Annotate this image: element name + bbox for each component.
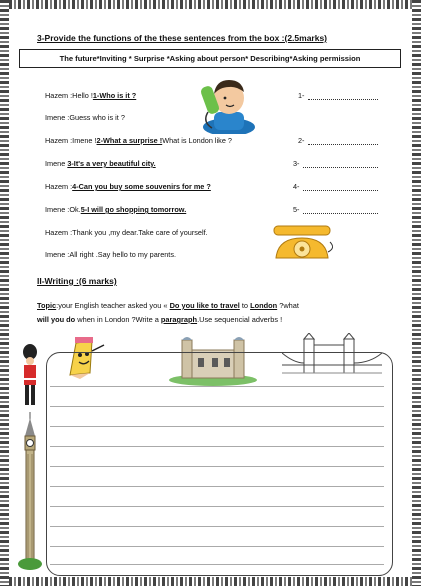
answer-field-1[interactable]	[308, 92, 378, 100]
topic-text: to	[239, 301, 251, 310]
answer-field-5[interactable]	[303, 206, 378, 214]
line-text: Guess who is it ?	[69, 113, 125, 122]
line-text: Imene !	[72, 136, 97, 145]
line-text: All right .Say hello to my parents.	[69, 250, 177, 259]
decorative-border-top	[0, 0, 421, 9]
answer-field-3[interactable]	[303, 160, 378, 168]
answer-number-2: 2-	[298, 136, 305, 145]
answer-number-5: 5-	[293, 205, 300, 214]
speaker: Hazem :	[45, 136, 73, 145]
line-text-post: What is London like ?	[162, 136, 232, 145]
writing-line[interactable]	[50, 486, 384, 487]
dialogue-line-3	[45, 136, 232, 145]
dialogue-line-8	[45, 250, 176, 259]
dialogue-line-2	[45, 113, 125, 122]
topic-text: ?what	[277, 301, 299, 310]
functions-box-text: The future*Inviting * Surprise *Asking about person* Describing*Asking permission	[59, 54, 361, 63]
dialogue-line-6	[45, 205, 186, 214]
speaker: Imene :	[45, 113, 70, 122]
writing-topic	[37, 299, 387, 327]
functions-box	[19, 49, 401, 68]
line-text: Thank you ,my dear.Take care of yourself.	[72, 228, 208, 237]
dialogue-line-5	[45, 182, 211, 191]
speaker: Hazem :	[45, 182, 73, 191]
writing-line[interactable]	[50, 406, 384, 407]
speaker: Hazem :	[45, 91, 73, 100]
answer-number-4: 4-	[293, 182, 300, 191]
speaker: Imene :	[45, 250, 70, 259]
answer-field-2[interactable]	[308, 137, 378, 145]
writing-line[interactable]	[50, 526, 384, 527]
speaker: Imene :	[45, 205, 70, 214]
topic-text: :your English teacher asked you «	[56, 301, 170, 310]
writing-line[interactable]	[50, 546, 384, 547]
line-text: Ok.	[69, 205, 81, 214]
topic-text: when in London ?Write a	[75, 315, 161, 324]
topic-label: Topic	[37, 301, 57, 310]
speaker: Imene	[45, 159, 68, 168]
writing-line[interactable]	[50, 386, 384, 387]
royal-guard-icon	[18, 344, 42, 408]
topic-bold: will you do	[37, 315, 76, 324]
decorative-border-right	[412, 0, 421, 586]
writing-line[interactable]	[50, 564, 384, 565]
underlined-sentence: 3-It's a very beautiful city.	[67, 159, 156, 168]
writing-title: II-Writing :(6 marks)	[37, 276, 117, 286]
underlined-sentence: 5-I will go shopping tomorrow.	[80, 205, 187, 214]
telephone-boy-icon	[196, 72, 262, 134]
underlined-sentence: 2-What a surprise !	[96, 136, 163, 145]
answer-number-3: 3-	[293, 159, 300, 168]
dialogue-line-4	[45, 159, 156, 168]
underlined-sentence: 1-Who is it ?	[92, 91, 137, 100]
section3-title: 3-Provide the functions of the these sentences from the box :(2.5marks)	[37, 33, 328, 43]
big-ben-icon	[18, 412, 42, 572]
speaker: Hazem :	[45, 228, 73, 237]
topic-underlined: paragraph	[160, 315, 198, 324]
writing-line[interactable]	[50, 506, 384, 507]
answer-number-1: 1-	[298, 91, 305, 100]
writing-line[interactable]	[50, 426, 384, 427]
topic-underlined: Do you like to travel	[169, 301, 240, 310]
answer-field-4[interactable]	[303, 183, 378, 191]
decorative-border-bottom	[0, 577, 421, 586]
writing-line[interactable]	[50, 466, 384, 467]
writing-line[interactable]	[50, 446, 384, 447]
line-text: Hello !	[72, 91, 93, 100]
dialogue-line-1	[45, 91, 136, 100]
topic-underlined: London	[250, 301, 278, 310]
underlined-sentence: 4-Can you buy some souvenirs for me ?	[72, 182, 211, 191]
dialogue-line-7	[45, 228, 208, 237]
topic-text: .Use sequencial adverbs !	[197, 315, 283, 324]
decorative-border-left	[0, 0, 9, 586]
rotary-phone-icon	[270, 222, 334, 262]
